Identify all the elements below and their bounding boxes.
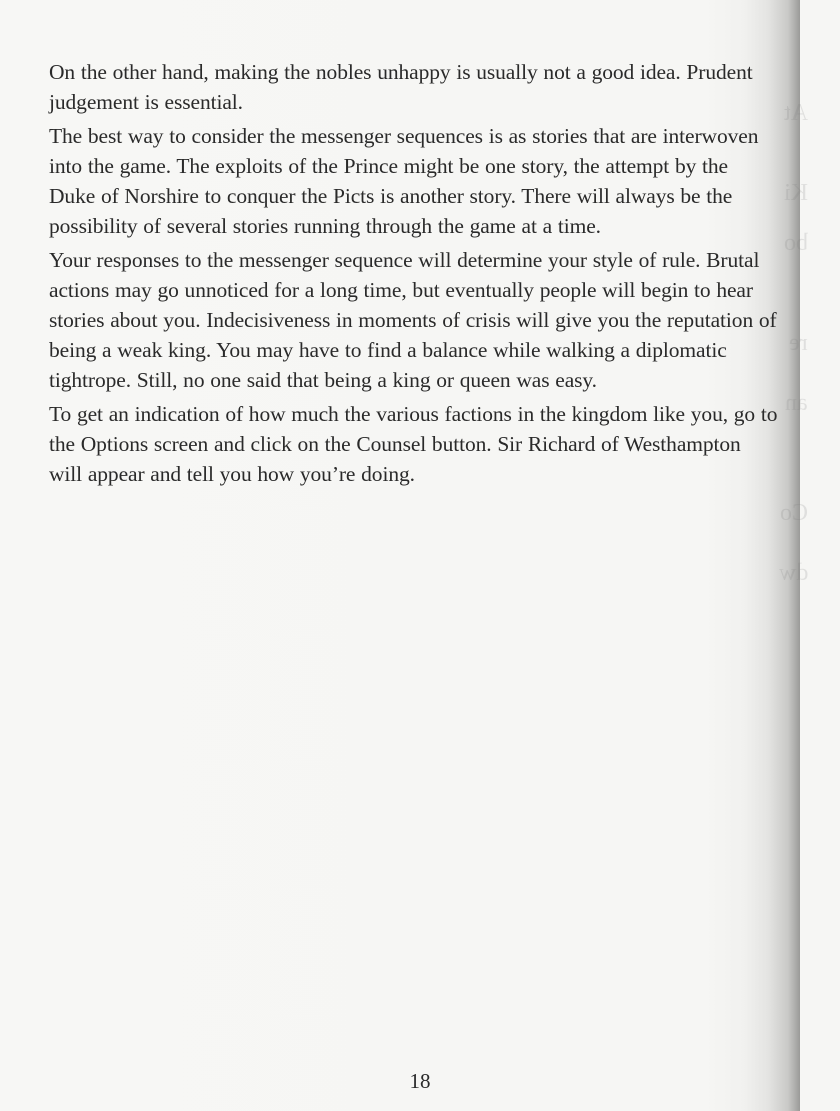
paragraph-nobles: On the other hand, making the nobles unhappy is usually not a good idea. Prudent judgement is essential. <box>49 60 753 114</box>
page-number: 18 <box>409 1069 431 1093</box>
paragraph-messenger-stories: The best way to consider the messenger sequences is as stories that are interwoven into the game. The exploits of the Prince might be one story, the attempt by the Duke of Norshire to conquer the Picts is another story. There will always be the possibility of several stories running through the game at a time. <box>49 124 759 238</box>
paragraph-style-of-rule: Your responses to the messenger sequence will determine your style of rule. Brutal actions may go unnoticed for a long time, but eventually people will begin to hear stories about you. Indecisiveness in moments of crisis will give you the reputation of being a weak king. You may have to find a balance while walking a diplomatic tightrope. Still, no one said that being a king or queen was easy. <box>49 248 777 392</box>
body-text <box>49 57 779 493</box>
facing-page-bleed-through: At Ki bo re an Co dw <box>778 100 808 586</box>
paragraph-counsel-button: To get an indication of how much the various factions in the kingdom like you, go to the Options screen and click on the Counsel button. Sir Richard of Westhampton will appear and tell you how you’re doing. <box>49 402 778 486</box>
